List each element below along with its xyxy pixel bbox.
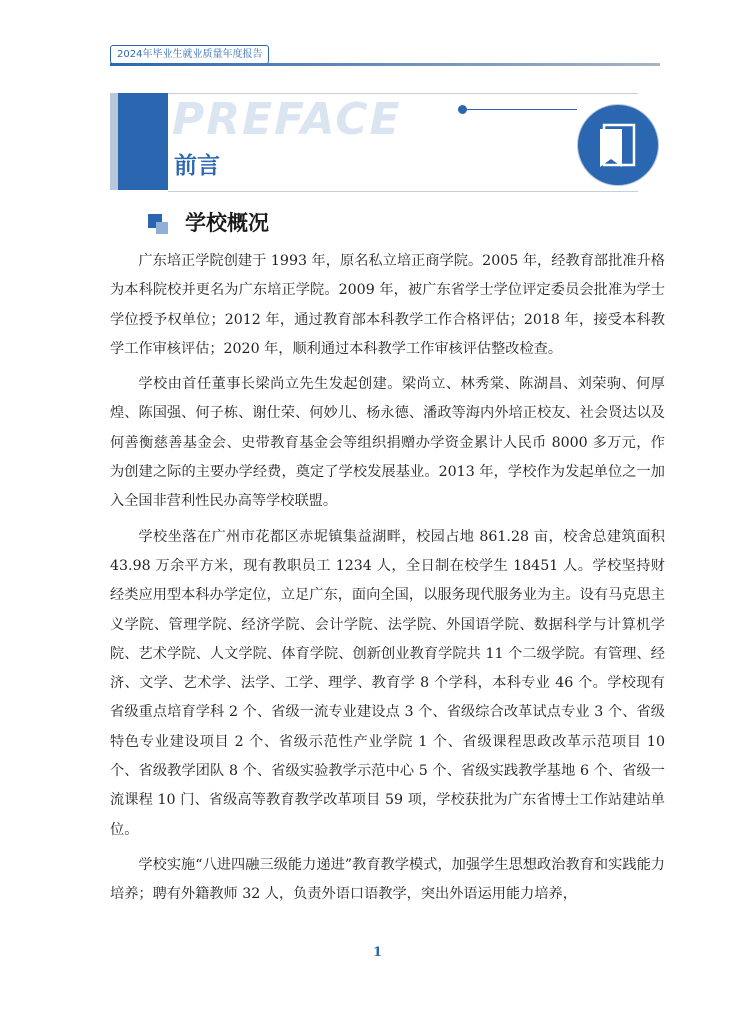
paragraph: 学校实施“八进四融三级能力递进”教育教学模式，加强学生思想政治教育和实践能力培养；聘有外籍教师 32 人，负责外语口语教学，突出外语运用能力培养， xyxy=(110,856,665,903)
banner-accent-strip xyxy=(110,93,118,190)
paragraph: 学校由首任董事长梁尚立先生发起创建。梁尚立、林秀棠、陈湖昌、刘荣驹、何厚煌、陈国强、何子栋、谢仕荣、何妙儿、杨永德、潘政等海内外培正校友、社会贤达以及何善衡慈善基金会、史带教育基金会等组织捐赠办学资金累计人民币 8000 多万元，作为创建之际的主要办学经费，奠定了学校发展基业。2013 年，学校作为发起单位之一加入全国非营利性民办高等学校联盟。 xyxy=(110,376,665,510)
paragraph: 学校坐落在广州市花都区赤坭镇集益湖畔，校园占地 861.28 亩，校舍总建筑面积 43.98 万余平方米，现有教职员工 1234 人，全日制在校学生 18451 人。学校坚持财经类应用型本科办学定位，立足广东，面向全国，以服务现代服务业为主。设有马克思主义学院、管理学院、经济学院、会计学院、法学院、外国语学院、数据科学与计算机学院、艺术学院、人文学院、体育学院、创新创业教育学院共 11 个二级学院。有管理、经济、文学、艺术学、法学、工学、理学、教育学 8 个学科，本科专业 46 个。学校现有省级重点培育学科 2 个、省级一流专业建设点 3 个、省级综合改革试点专业 3 个、省级特色专业建设项目 2 个、省级示范性产业学院 1 个、省级课程思政改革示范项目 10 个、省级教学团队 8 个、省级实验教学示范中心 5 个、省级实践教学基地 6 个、省级一流课程 10 门、省级高等教育教学改革项目 59 项，学校获批为广东省博士工作站建站单位。 xyxy=(110,528,665,838)
banner-accent-bar xyxy=(118,93,168,190)
decorative-dot xyxy=(458,105,467,114)
preface-chinese-title: 前言 xyxy=(174,153,220,179)
body-text xyxy=(110,247,665,916)
preface-word: PREFACE xyxy=(172,94,402,145)
decorative-line xyxy=(467,109,577,110)
section-title: 学校概况 xyxy=(185,211,269,235)
report-header xyxy=(110,43,660,65)
preface-banner xyxy=(110,93,660,190)
header-divider xyxy=(110,63,660,66)
page-number: 1 xyxy=(372,945,383,960)
paragraph: 广东培正学院创建于 1993 年，原名私立培正商学院。2005 年，经教育部批准升格为本科院校并更名为广东培正学院。2009 年，被广东省学士学位评定委员会批准为学士学位授予权单位；2012 年，通过教育部本科教学工作合格评估；2018 年，接受本科教学工作审核评估；2020 年，顺利通过本科教学工作审核评估整改检查。 xyxy=(110,253,665,357)
bookmark-icon xyxy=(578,105,658,185)
section-marker-accent xyxy=(156,222,168,234)
report-title: 2024年毕业生就业质量年度报告 xyxy=(110,45,269,64)
